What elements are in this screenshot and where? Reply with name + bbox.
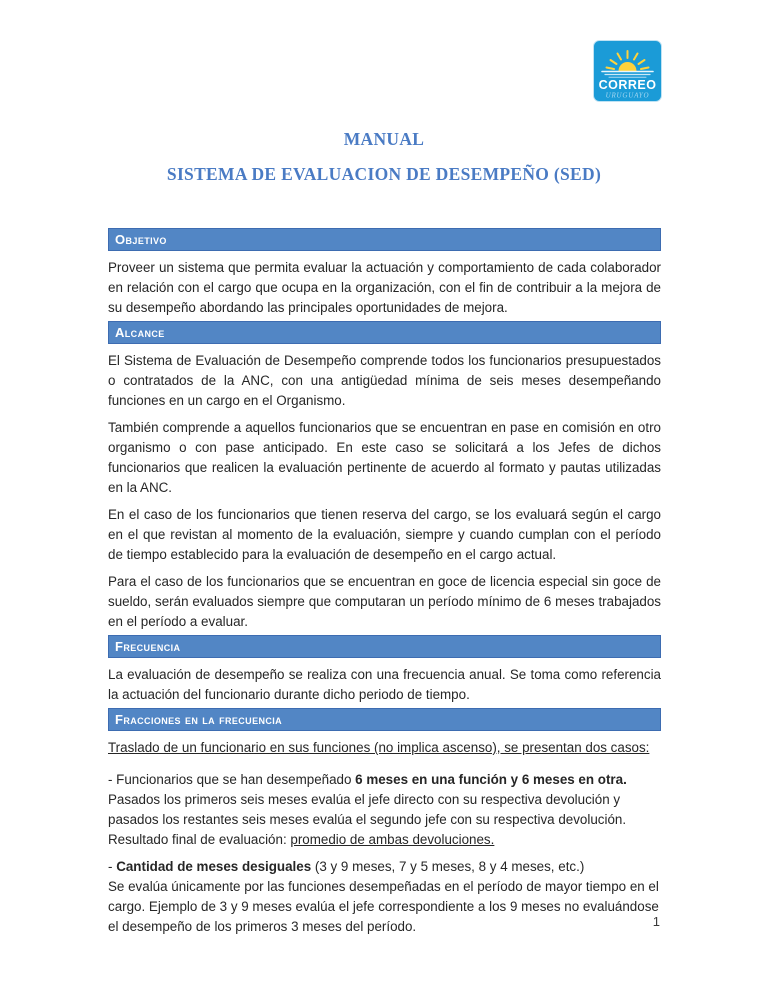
paragraph-alcance-1 <box>108 351 661 411</box>
correo-uruguayo-logo <box>593 40 662 102</box>
text-run: (3 y 9 meses, 7 y 5 meses, 8 y 4 meses, etc.) <box>311 859 585 874</box>
section-heading-label: Objetivo <box>115 232 167 247</box>
text-run: Para el caso de los funcionarios que se encuentran en goce de licencia especial sin goce de sueldo, serán evaluados siempre que computaran un período mínimo de 6 meses trabajados en el período a evaluar. <box>108 574 661 629</box>
text-run: - <box>108 859 117 874</box>
section-heading-label: Fracciones en la frecuencia <box>115 712 283 727</box>
paragraph-frecuencia-1 <box>108 665 661 705</box>
text-run: Traslado de un funcionario en sus funciones (no implica ascenso), se presentan dos casos: <box>108 740 650 755</box>
text-run: Se evalúa únicamente por las funciones desempeñadas en el período de mayor tiempo en el cargo. Ejemplo de 3 y 9 meses evalúa el jefe correspondiente a los 9 meses no evaluándose el desempeño de los primeros 3 meses del período. <box>108 879 659 934</box>
text-run: El Sistema de Evaluación de Desempeño comprende todos los funcionarios presupuestados o contratados de la ANC, con una antigüedad mínima de seis meses desempeñando funciones en un cargo en el Organismo. <box>108 353 661 408</box>
logo-subtext: URUGUAYO <box>605 91 650 100</box>
section-header-frecuencia <box>108 635 661 658</box>
text-run: La evaluación de desempeño se realiza con una frecuencia anual. Se toma como referencia la actuación del funcionario durante dicho periodo de tiempo. <box>108 667 661 702</box>
logo-graphic <box>593 40 662 102</box>
paragraph-objetivo-1 <box>108 258 661 318</box>
page-number: 1 <box>652 914 660 929</box>
text-run: promedio de ambas devoluciones. <box>290 832 495 847</box>
section-heading-label: Alcance <box>115 325 165 340</box>
document-title: MANUAL <box>343 129 425 149</box>
text-run: Pasados los primeros seis meses evalúa el jefe directo con su respectiva devolución y pasados los restantes seis meses evalúa el segundo jefe con su respectiva devolución. Resultado final de evaluación: <box>108 792 627 847</box>
paragraph-alcance-2 <box>108 418 661 498</box>
text-run: En el caso de los funcionarios que tienen reserva del cargo, se los evaluará según el cargo en el que revistan al momento de la evaluación, siempre y cuando cumplan con el período de tiempo establecido para la evaluación de desempeño en el cargo actual. <box>108 507 661 562</box>
text-run: Cantidad de meses desiguales <box>116 859 312 874</box>
text-run: 6 meses en una función y 6 meses en otra. <box>355 772 627 787</box>
paragraph-fracciones-1 <box>108 738 661 758</box>
document-subtitle: SISTEMA DE EVALUACION DE DESEMPEÑO (SED) <box>166 164 602 184</box>
section-header-fracciones <box>108 708 661 731</box>
text-run: También comprende a aquellos funcionarios que se encuentran en pase en comisión en otro organismo o con pase anticipado. En este caso se solicitará a los Jefes de dichos funcionarios que realicen la evaluación pertinente de acuerdo al formato y pautas utilizadas en la ANC. <box>108 420 661 495</box>
document-sections <box>108 228 661 937</box>
paragraph-alcance-3 <box>108 505 661 565</box>
paragraph-fracciones-3 <box>108 857 661 937</box>
paragraph-alcance-4 <box>108 572 661 632</box>
section-header-objetivo <box>108 228 661 251</box>
text-run: Proveer un sistema que permita evaluar la actuación y comportamiento de cada colaborador en relación con el cargo que ocupa en la organización, con el fin de contribuir a la mejora de su desempeño abordando las principales oportunidades de mejora. <box>108 260 661 315</box>
text-run: - Funcionarios que se han desempeñado <box>108 772 356 787</box>
section-heading-label: Frecuencia <box>115 639 181 654</box>
section-header-alcance <box>108 321 661 344</box>
paragraph-fracciones-2 <box>108 770 661 850</box>
logo-wordmark: CORREO <box>598 78 657 92</box>
